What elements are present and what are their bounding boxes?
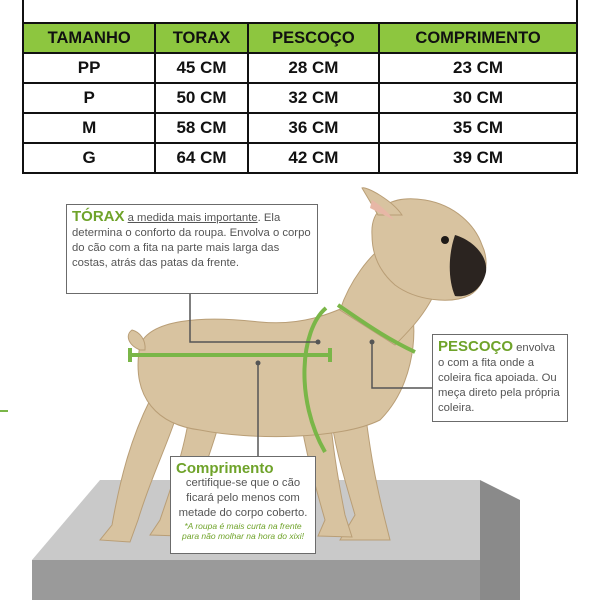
cell-pescoco: 36 CM — [248, 113, 379, 143]
pescoco-note-text: envolva o com a fita onde a coleira fica apoiada. Ou meça direto pela própria coleira. — [438, 342, 560, 414]
pedestal-side — [480, 480, 520, 600]
cell-size: PP — [23, 53, 155, 83]
pescoco-note — [432, 334, 568, 422]
cell-size: M — [23, 113, 155, 143]
cell-pescoco: 32 CM — [248, 83, 379, 113]
torax-note — [66, 204, 318, 294]
header-comprimento: COMPRIMENTO — [379, 23, 577, 53]
pedestal-front — [32, 560, 480, 600]
comprimento-note — [170, 456, 316, 554]
comprimento-note-text: certifique-se que o cão ficará pelo menos com metade do corpo coberto. — [178, 477, 308, 519]
pescoco-note-title: PESCOÇO — [438, 338, 514, 355]
cell-size: G — [23, 143, 155, 173]
torax-note-highlight: a medida mais importante — [127, 212, 258, 224]
cell-size: P — [23, 83, 155, 113]
cell-pescoco: 28 CM — [248, 53, 379, 83]
cell-comprimento: 30 CM — [379, 83, 577, 113]
cell-torax: 58 CM — [155, 113, 247, 143]
torax-note-text: . Ela determina o conforto da roupa. Envolva o corpo do cão com a fita na parte mais larga das costas, atrás das patas da frente. — [72, 212, 311, 269]
cell-comprimento: 39 CM — [379, 143, 577, 173]
cell-torax: 45 CM — [155, 53, 247, 83]
cell-comprimento: 23 CM — [379, 53, 577, 83]
cell-torax: 50 CM — [155, 83, 247, 113]
comprimento-note-footnote: *A roupa é mais curta na frente para não molhar na hora do xixi! — [182, 521, 304, 541]
torax-note-title: TÓRAX — [72, 208, 125, 225]
header-tamanho: TAMANHO — [23, 23, 155, 53]
cell-comprimento: 35 CM — [379, 113, 577, 143]
dog-eye — [441, 236, 449, 244]
header-torax: TORAX — [155, 23, 247, 53]
comprimento-note-title: Comprimento — [176, 460, 274, 477]
cell-torax: 64 CM — [155, 143, 247, 173]
cell-pescoco: 42 CM — [248, 143, 379, 173]
header-pescoco: PESCOÇO — [248, 23, 379, 53]
